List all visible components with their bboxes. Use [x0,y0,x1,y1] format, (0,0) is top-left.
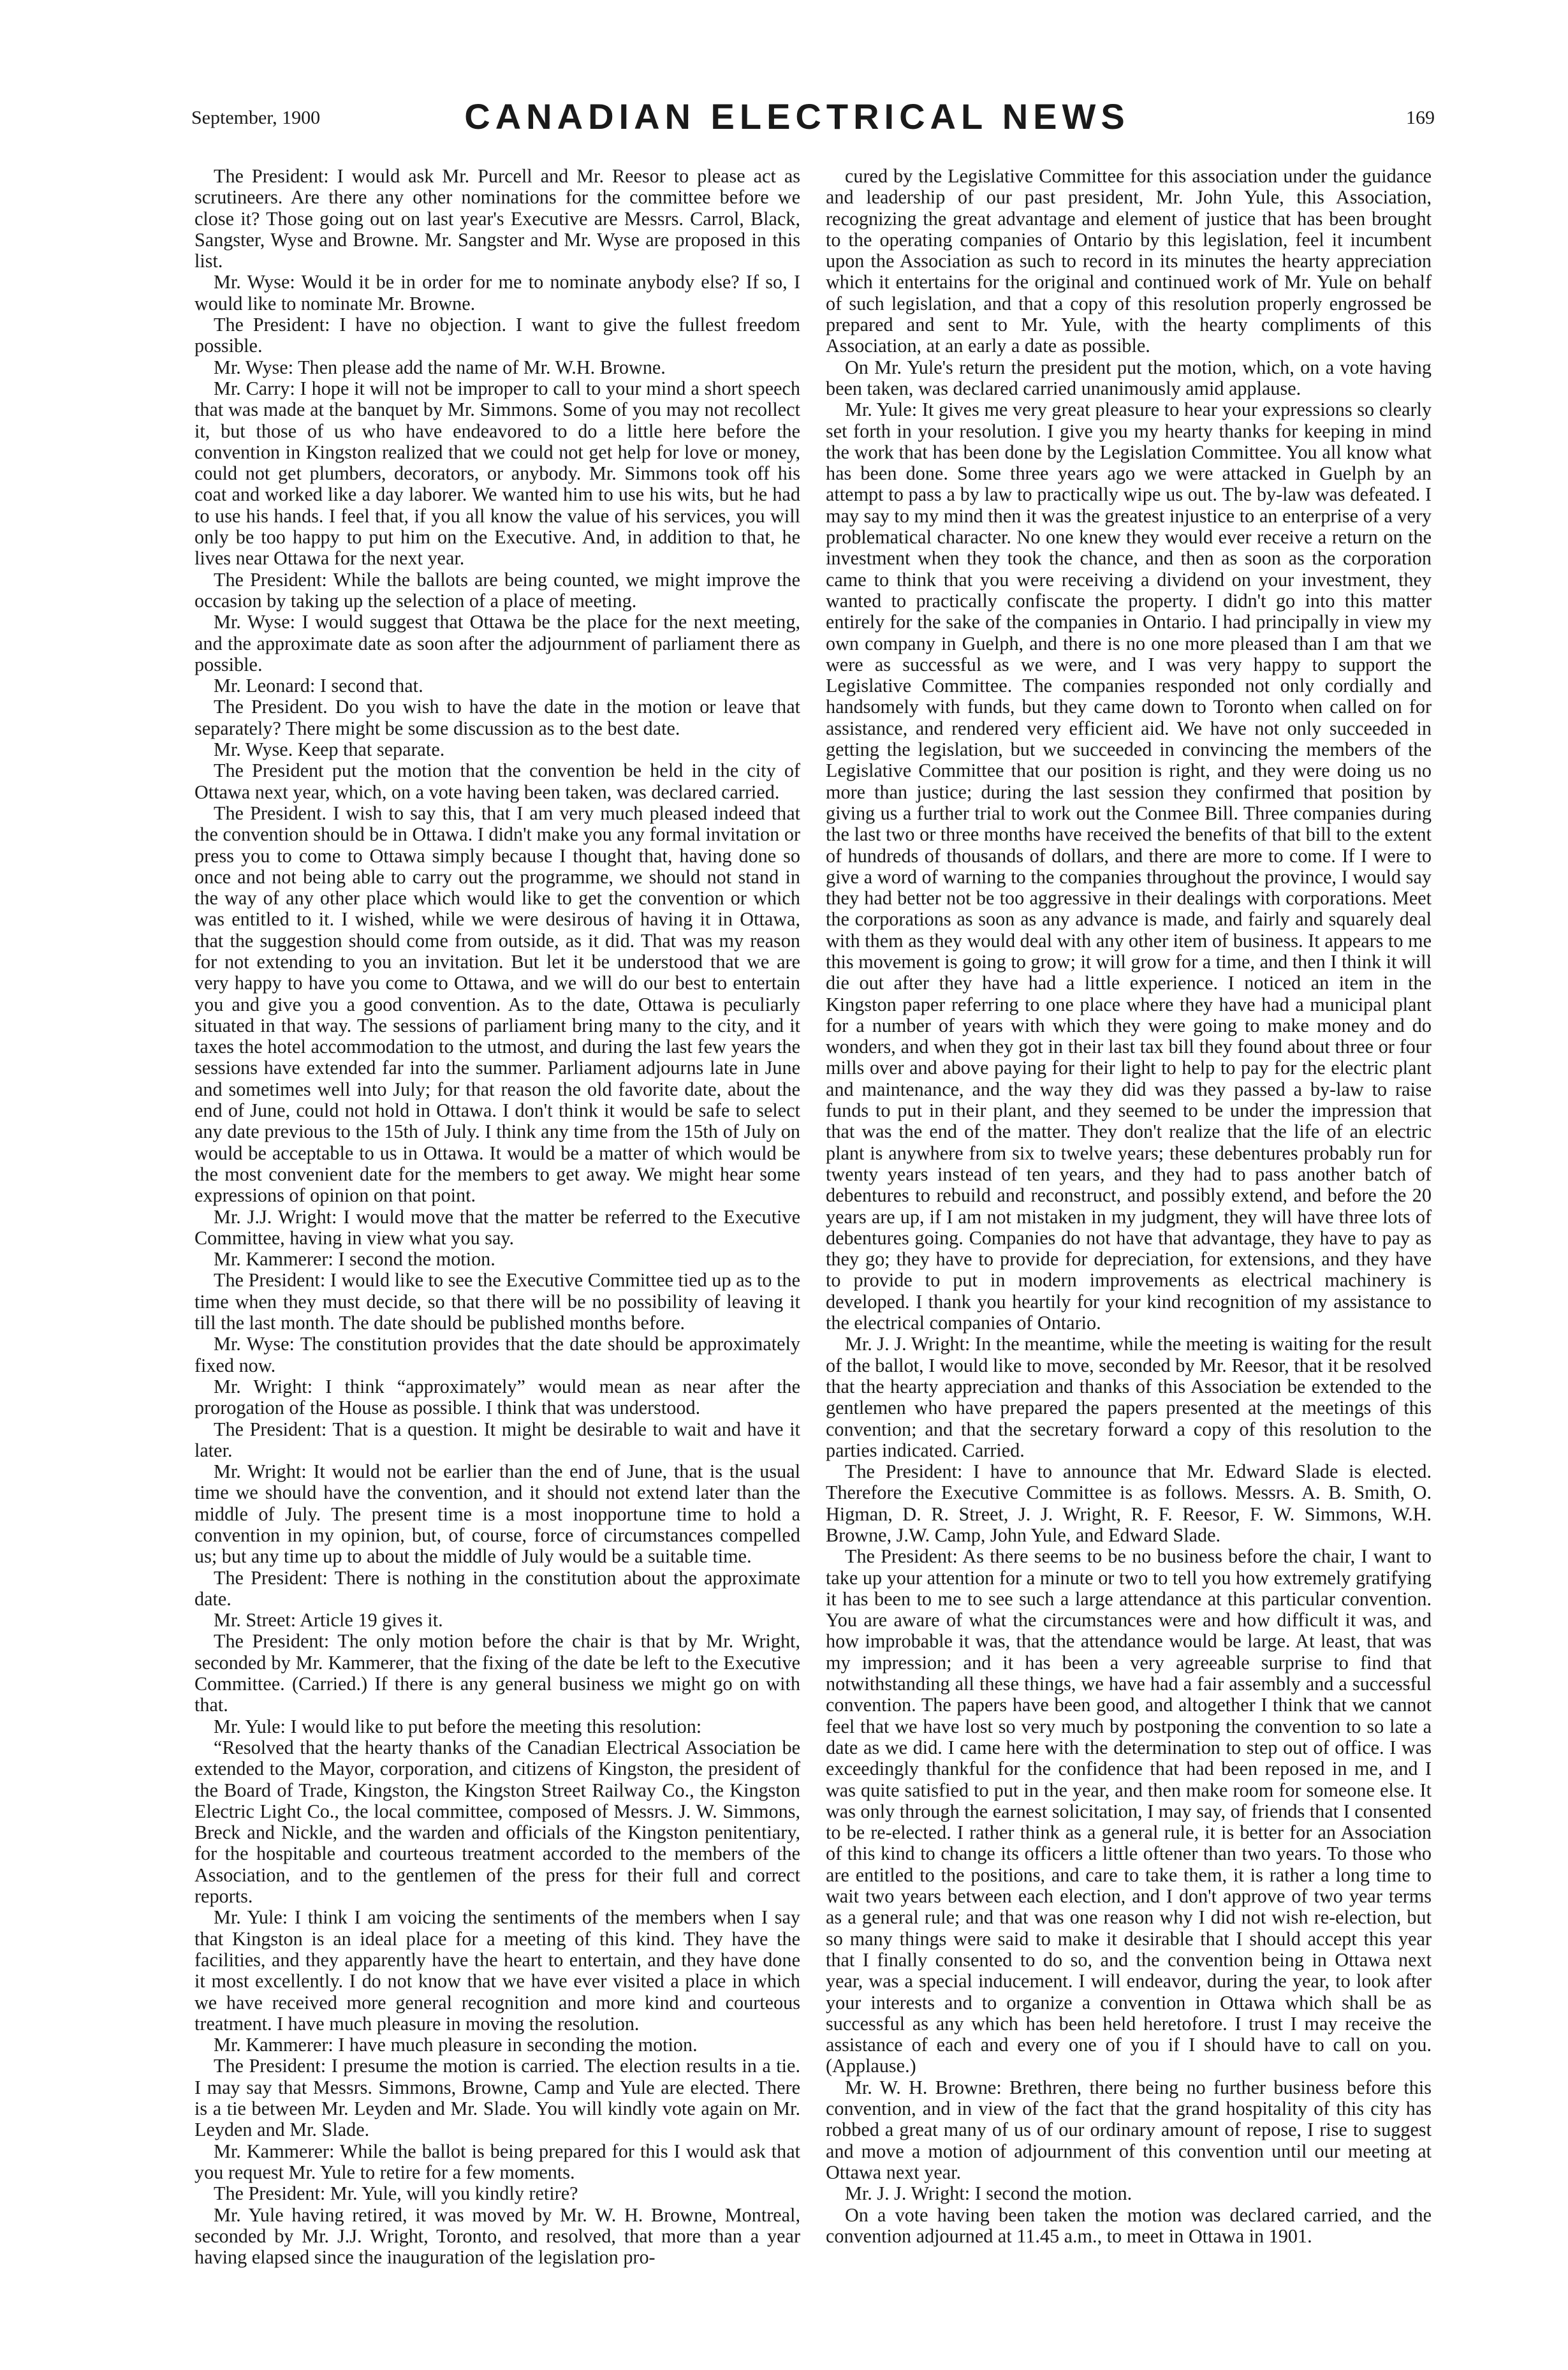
paragraph: The President: I have to announce that Mr. Edward Slade is elected. Therefore the Executive Committee is as follows. Messrs. A. B. Smith, O. Higman, D. R. Street, J. J. Wright, R. F. Reesor, F. W. Simmons, W.H. Browne, J.W. Camp, John Yule, and Edward Slade. [826,1461,1432,1546]
paragraph: On Mr. Yule's return the president put the motion, which, on a vote having been taken, was declared carried unanimously amid applause. [826,356,1432,399]
paragraph: The President: As there seems to be no business before the chair, I want to take up your attention for a minute or two to tell you how extremely gratifying it has been to me to see such a large attendance at this particular convention. You are aware of what the circumstances were and how difficult it was, and how improbable it was, that the attendance would be large. At least, that was my impression; and it has been a very agreeable surprise to find that notwithstanding all these things, we have had a fair assembly and a successful convention. The papers have been good, and altogether I think that we cannot feel that we have lost so very much by postponing the convention to so late a date as we did. I came here with the determination to step out of office. I was exceedingly thankful for the confidence that had been reposed in me, and I was quite satisfied to put in the year, and then make room for someone else. It was only through the earnest solicitation, I may say, of friends that I consented to be re-elected. I rather think as a general rule, it is better for an Association of this kind to change its officers a little oftener than two years. To those who are entitled to the positions, and care to take them, it is rather a long time to wait two years between each election, and I don't approve of two year terms as a general rule; and that was one reason why I did not wish re-election, but so many things were said to make it desirable that I should accept this year that I finally consented to do so, and the convention being in Ottawa next year, was a special inducement. I will endeavor, during the year, to look after your interests and to organize a convention in Ottawa which shall be as successful as any which has been held heretofore. I trust I may receive the assistance of each and every one of you if I should have to call on you. (Applause.) [826,1545,1432,2077]
paragraph: Mr. Wyse: Would it be in order for me to nominate anybody else? If so, I would like to nominate Mr. Browne. [194,271,800,314]
paragraph: On a vote having been taken the motion was declared carried, and the convention adjourned at 11.45 a.m., to meet in Ottawa in 1901. [826,2204,1432,2247]
paragraph: Mr. Kammerer: I have much pleasure in seconding the motion. [214,2034,698,2056]
paragraph: The President: That is a question. It might be desirable to wait and have it later. [194,1418,800,1461]
paragraph: The President: I have no objection. I want to give the fullest freedom possible. [194,314,800,357]
paragraph: Mr. Yule: It gives me very great pleasure to hear your expressions so clearly set forth in your resolution. I give you my hearty thanks for keeping in mind the work that has been done by the Legislation Committee. You all know what has been done. Some three years ago we were attacked in Guelph by an attempt to pass a by law to practically wipe us out. The by-law was defeated. I may say to my mind then it was the greatest injustice to an enterprise of a very problematical character. No one knew they would ever receive a return on the investment when they took the chance, and then as soon as the corporation came to think that you were receiving a dividend on your investment, they wanted to practically confiscate the property. I didn't go into this matter entirely for the sake of the companies in Ontario. I had principally in view my own company in Guelph, and there is no one more pleased than I am that we were as successful as we were, and I was very happy to support the Legislative Committee. The companies responded not only cordially and handsomely with funds, but they came down to Toronto when called on for assistance, and rendered very efficient aid. We have not only succeeded in getting the legislation, but we succeeded in convincing the members of the Legislative Committee that our position is right, and they were doing us no more than justice; during the last session they confirmed that position by giving us a further trial to work out the Conmee Bill. Three companies during the last two or three months have received the benefits of that bill to the extent of hundreds of thousands of dollars, and there are more to come. If I were to give a word of warning to the companies throughout the province, I would say they had better not be too aggressive in their dealings with corporations. Meet the corporations as soon as any advance is made, and fairly and squarely deal with them as they would deal with any other item of business. It appears to me this movement is going to grow; it will grow for a time, and then I think it will die out after they have had a little experience. I noticed an item in the Kingston paper referring to one place where they have had a municipal plant for a number of years with which they were going to make money and do wonders, and when they got in their last tax bill they found about three or four mills over and above paying for their light to help to pay for the electric plant and maintenance, and the way they did was they passed a by-law to raise funds to put in their plant, and they seemed to be under the impression that that was the end of the matter. They don't realize that the life of an electric plant is anywhere from six to twelve years; these debentures probably run for twenty years instead of ten years, and they had to pass another batch of debentures to rebuild and reconstruct, and possibly extend, and before the 20 years are up, if I am not mistaken in my judgment, they will have three lots of debentures going. Companies do not have that advantage, they have to pay as they go; they have to provide for depreciation, for extensions, and they have to provide to put in modern improvements as electrical machinery is developed. I thank you heartily for your kind recognition of my assistance to the electrical companies of Ontario. [826,399,1432,1334]
paragraph: The President: Mr. Yule, will you kindly retire? [214,2182,578,2205]
paragraph: Mr. Wyse: The constitution provides that the date should be approximately fixed now. [194,1333,800,1376]
journal-title: CANADIAN ELECTRICAL NEWS [464,96,1130,136]
left-column [194,166,800,2268]
paragraph: Mr. J. J. Wright: I second the motion. [845,2182,1132,2205]
paragraph: Mr. Yule having retired, it was moved by Mr. W. H. Browne, Montreal, seconded by Mr. J.J. Wright, Toronto, and resolved, that more than a year having elapsed since the inauguration of the legislation pro- [194,2204,800,2269]
paragraph: Mr. J. J. Wright: In the meantime, while the meeting is waiting for the result of the ballot, I would like to move, seconded by Mr. Reesor, that it be resolved that the hearty appreciation and thanks of this Association be extended to the gentlemen who have prepared the papers presented at the meetings of this convention; and that the secretary forward a copy of this resolution to the parties indicated. Carried. [826,1333,1432,1461]
paragraph: The President. I wish to say this, that I am very much pleased indeed that the convention should be in Ottawa. I didn't make you any formal invitation or press you to come to Ottawa simply because I thought that, having done so once and not being able to carry out the programme, we should not stand in the way of any other place which would like to get the convention or which was entitled to it. I wished, while we were desirous of having it in Ottawa, that the suggestion should come from outside, as it did. That was my reason for not extending to you an invitation. But let it be understood that we are very happy to have you come to Ottawa, and we will do our best to entertain you and give you a good convention. As to the date, Ottawa is peculiarly situated in that way. The sessions of parliament bring many to the city, and it taxes the hotel accommodation to the utmost, and during the last few years the sessions have extended far into the summer. Parliament adjourns late in June and sometimes well into July; for that reason the old favorite date, about the end of June, could not hold in Ottawa. I don't think it would be safe to select any date previous to the 15th of July. I think any time from the 15th of July on would be acceptable to us in Ottawa. It would be a matter of which would be the most convenient date for the members to get away. We might hear some expressions of opinion on that point. [194,802,800,1207]
paragraph: The President: While the ballots are being counted, we might improve the occasion by taking up the selection of a place of meeting. [194,568,800,612]
paragraph: Mr. Leonard: I second that. [214,675,423,697]
paragraph: cured by the Legislative Committee for this association under the guidance and leadership of our past president, Mr. John Yule, this Association, recognizing the great advantage and element of justice that has been brought to the operating companies of Ontario by this legislation, feel it incumbent upon the Association as such to record in its minutes the hearty appreciation which it entertains for the original and continued work of Mr. Yule on behalf of such legislation, and that a copy of this resolution properly engrossed be prepared and sent to Mr. Yule, with the hearty compliments of this Association, at an early a date as possible. [826,165,1432,357]
paragraph: Mr. J.J. Wright: I would move that the matter be referred to the Executive Committee, having in view what you say. [194,1205,800,1249]
paragraph: The President: I presume the motion is carried. The election results in a tie. I may say that Messrs. Simmons, Browne, Camp and Yule are elected. There is a tie between Mr. Leyden and Mr. Slade. You will kindly vote again on Mr. Leyden and Mr. Slade. [194,2055,800,2141]
paragraph: Mr. W. H. Browne: Brethren, there being no further business before this convention, and in view of the fact that the grand hospitality of this city has robbed a great many of us of our ordinary amount of repose, I rise to suggest and move a motion of adjournment of this convention until our meeting at Ottawa next year. [826,2076,1432,2183]
paragraph: Mr. Yule: I think I am voicing the sentiments of the members when I say that Kingston is an ideal place for a meeting of this kind. They have the facilities, and they apparently have the heart to entertain, and they have done it most excellently. I do not know that we have ever visited a place in which we have received more general recognition and more kind and courteous treatment. I have much pleasure in moving the resolution. [194,1906,800,2035]
page-number: 169 [1406,107,1435,128]
paragraph: The President. Do you wish to have the date in the motion or leave that separately? There might be some discussion as to the best date. [194,696,800,739]
paragraph: “Resolved that the hearty thanks of the Canadian Electrical Association be extended to the Mayor, corporation, and citizens of Kingston, the president of the Board of Trade, Kingston, the Kingston Street Railway Co., the Kingston Electric Light Co., the local committee, composed of Messrs. J. W. Simmons, Breck and Nickle, and the warden and officials of the Kingston penitentiary, for the hospitable and courteous treatment accorded to the members of the Association, and to the gentlemen of the press for their full and correct reports. [194,1736,800,1908]
paragraph: Mr. Wyse: I would suggest that Ottawa be the place for the next meeting, and the approximate date as soon after the adjournment of parliament there as possible. [194,611,800,675]
paragraph: Mr. Wright: It would not be earlier than the end of June, that is the usual time we should have the convention, and it should not extend later than the middle of July. The present time is a most inopportune time to hold a convention in my opinion, but, of course, force of circumstances compelled us; but any time up to about the middle of July would be a suitable time. [194,1461,800,1568]
paragraph: Mr. Yule: I would like to put before the meeting this resolution: [214,1715,702,1737]
paragraph: Mr. Wright: I think “approximately” would mean as near after the prorogation of the House as possible. I think that was understood. [194,1375,800,1419]
paragraph: The President: I would ask Mr. Purcell and Mr. Reesor to please act as scrutineers. Are there any other nominations for the committee before we close it? Those going out on last year's Executive are Messrs. Carrol, Black, Sangster, Wyse and Browne. Mr. Sangster and Mr. Wyse are proposed in this list. [194,165,800,272]
page-header [159,96,1435,153]
paragraph: The President: I would like to see the Executive Committee tied up as to the time when they must decide, so that there will be no possibility of leaving it till the last month. The date should be published months before. [194,1269,800,1334]
paragraph: Mr. Carry: I hope it will not be improper to call to your mind a short speech that was made at the banquet by Mr. Simmons. Some of you may not recollect it, but those of us who have endeavored to do a little here before the convention in Kingston realized that we could not get help for love or money, could not get plumbers, decorators, or anybody. Mr. Simmons took off his coat and worked like a day laborer. We wanted him to use his wits, but he had to use his hands. I feel that, if you all know the value of his services, you will only be too happy to put him on the Executive. And, in addition to that, he lives near Ottawa for the next year. [194,377,800,570]
issue-date: September, 1900 [191,107,321,128]
paragraph: Mr. Kammerer: I second the motion. [214,1248,495,1270]
paragraph: Mr. Wyse. Keep that separate. [214,739,445,761]
paragraph: The President: There is nothing in the constitution about the approximate date. [194,1566,800,1610]
right-column [826,166,1432,2247]
paragraph: The President put the motion that the convention be held in the city of Ottawa next year, which, on a vote having been taken, was declared carried. [194,760,800,803]
paragraph: Mr. Wyse: Then please add the name of Mr. W.H. Browne. [214,356,666,378]
paragraph: The President: The only motion before the chair is that by Mr. Wright, seconded by Mr. Kammerer, that the fixing of the date be left to the Executive Committee. (Carried.) If there is any general business we might go on with that. [194,1630,800,1716]
paragraph: Mr. Street: Article 19 gives it. [214,1609,443,1631]
paragraph: Mr. Kammerer: While the ballot is being prepared for this I would ask that you request Mr. Yule to retire for a few moments. [194,2140,800,2183]
